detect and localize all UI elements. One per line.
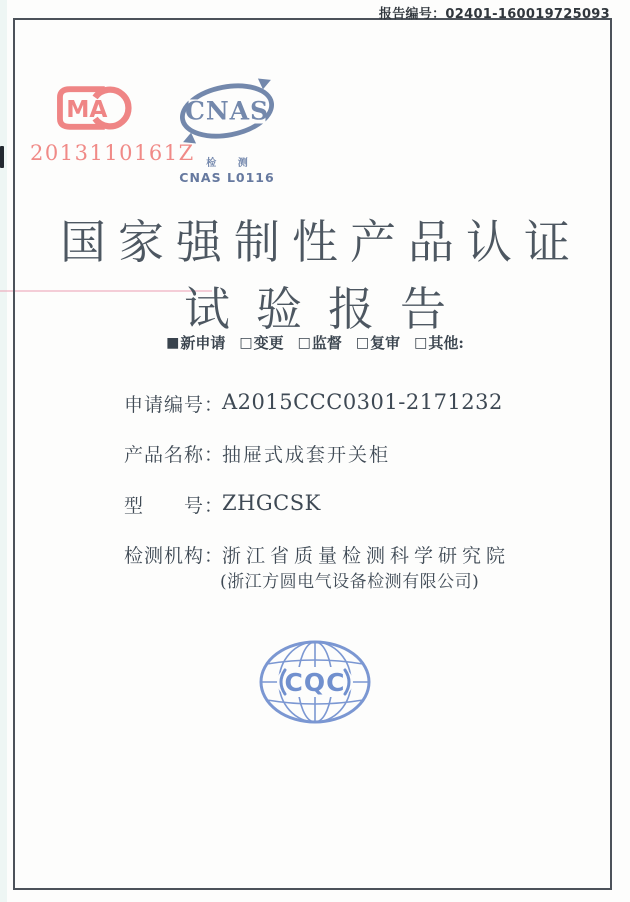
product-name-value: 抽屉式成套开关柜	[222, 444, 391, 466]
report-number-value: 02401-160019725093	[445, 7, 610, 22]
test-institution-label: 检测机构：	[124, 545, 225, 567]
cnas-logo-block	[177, 76, 277, 185]
cqc-logo-icon	[257, 638, 373, 726]
checkbox-label: 监督	[311, 334, 342, 352]
document-title-line1: 国家强制性产品认证	[60, 215, 582, 269]
checkbox-label: 新申请	[180, 334, 226, 352]
application-type-row	[0, 332, 630, 353]
cma-logo-icon	[51, 82, 137, 134]
checkbox-empty-icon: □	[414, 334, 428, 351]
checkbox-empty-icon: □	[355, 334, 370, 351]
checkbox-empty-icon: □	[297, 334, 311, 351]
scan-edge-tint	[0, 0, 7, 902]
application-no-value: A2015CCC0301-2171232	[222, 390, 503, 414]
scan-mark	[0, 146, 4, 168]
checkbox-supervision	[298, 332, 342, 353]
cma-letters: MA	[66, 95, 108, 123]
cqc-logo-block	[257, 638, 373, 726]
test-institution-value: 浙江省质量检测科学研究院	[222, 545, 511, 567]
checkbox-new-application	[166, 332, 225, 353]
checkbox-label: 变更	[253, 334, 284, 352]
product-name-label: 产品名称：	[124, 444, 225, 466]
cnas-letters: CNAS	[184, 96, 270, 126]
checkbox-change	[239, 332, 283, 353]
application-no-label: 申请编号：	[124, 394, 225, 416]
report-number	[0, 3, 610, 22]
document-title-line2: 试验报告	[184, 282, 472, 336]
checkbox-label: 复审	[370, 334, 401, 352]
cqc-letters: CQC	[284, 668, 346, 697]
checkbox-empty-icon: □	[239, 334, 253, 351]
cnas-caption: 检 测	[206, 158, 257, 169]
model-value: ZHGCSK	[222, 491, 321, 515]
cnas-logo-icon	[177, 76, 277, 146]
test-institution-value2: (浙江方圆电气设备检测有限公司)	[220, 572, 480, 592]
cma-certificate-number: 2013110161Z	[30, 141, 195, 165]
cnas-code: CNAS L0116	[179, 170, 275, 185]
model-label: 型 号：	[124, 495, 225, 517]
checkbox-review	[356, 332, 400, 353]
checkbox-other	[414, 332, 464, 353]
cma-logo-block	[30, 82, 195, 165]
checkbox-filled-icon: ■	[166, 334, 180, 351]
report-number-label: 报告编号：	[378, 7, 446, 22]
checkbox-label: 其他:	[428, 334, 464, 352]
